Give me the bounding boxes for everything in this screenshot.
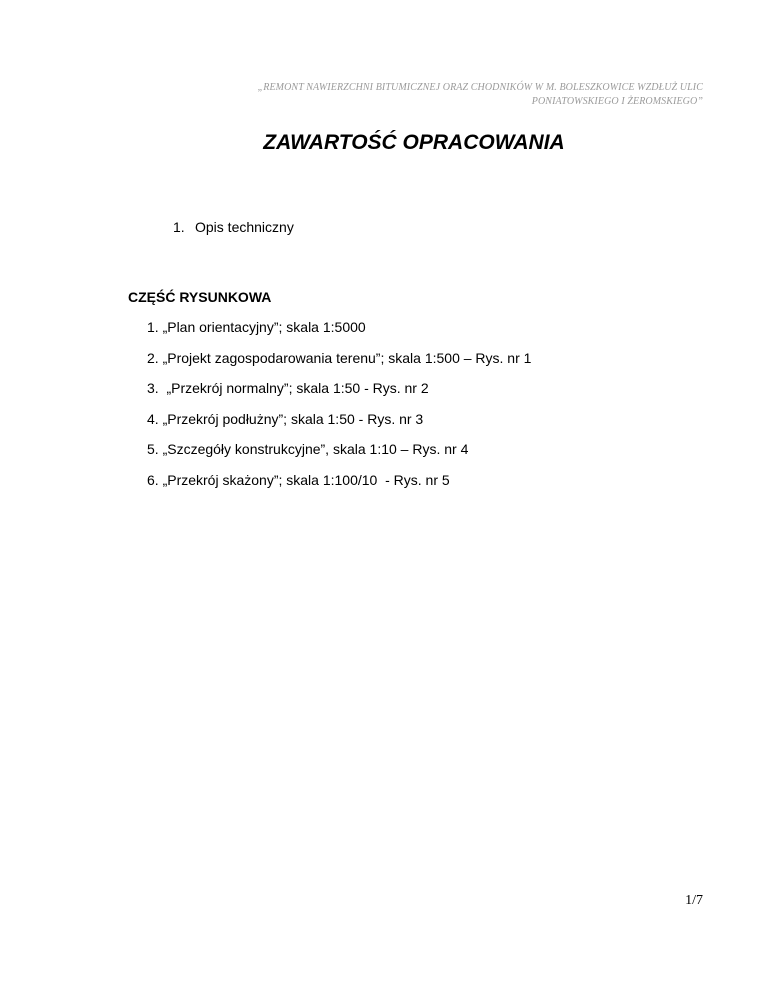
drawings-section-heading: CZĘŚĆ RYSUNKOWA: [128, 289, 272, 305]
contents-item-number: 1.: [173, 219, 185, 235]
page-number: 1/7: [685, 893, 703, 908]
drawings-list: [147, 318, 531, 501]
header-line-1: „REMONT NAWIERZCHNI BITUMICZNEJ ORAZ CHODNIKÓW W M. BOLESZKOWICE WZDŁUŻ ULIC: [257, 82, 703, 93]
drawing-list-item: 3. „Przekrój normalny”; skala 1:50 - Rys. nr 2: [147, 380, 429, 396]
drawing-list-item: 2. „Projekt zagospodarowania terenu”; skala 1:500 – Rys. nr 1: [147, 349, 532, 366]
document-title: ZAWARTOŚĆ OPRACOWANIA: [263, 131, 565, 154]
header-line-2: PONIATOWSKIEGO I ŻEROMSKIEGO”: [531, 96, 703, 107]
drawing-list-item: 5. „Szczegóły konstrukcyjne”, skala 1:10 – Rys. nr 4: [147, 441, 469, 457]
drawing-list-item: 6. „Przekrój skażony”; skala 1:100/10 - Rys. nr 5: [147, 471, 450, 488]
drawing-list-item: 4. „Przekrój podłużny”; skala 1:50 - Rys. nr 3: [147, 410, 424, 427]
contents-item: [173, 218, 294, 236]
page-header: [143, 81, 703, 109]
contents-item-label: Opis techniczny: [195, 219, 294, 235]
drawing-list-item: 1. „Plan orientacyjny”; skala 1:5000: [147, 319, 366, 335]
